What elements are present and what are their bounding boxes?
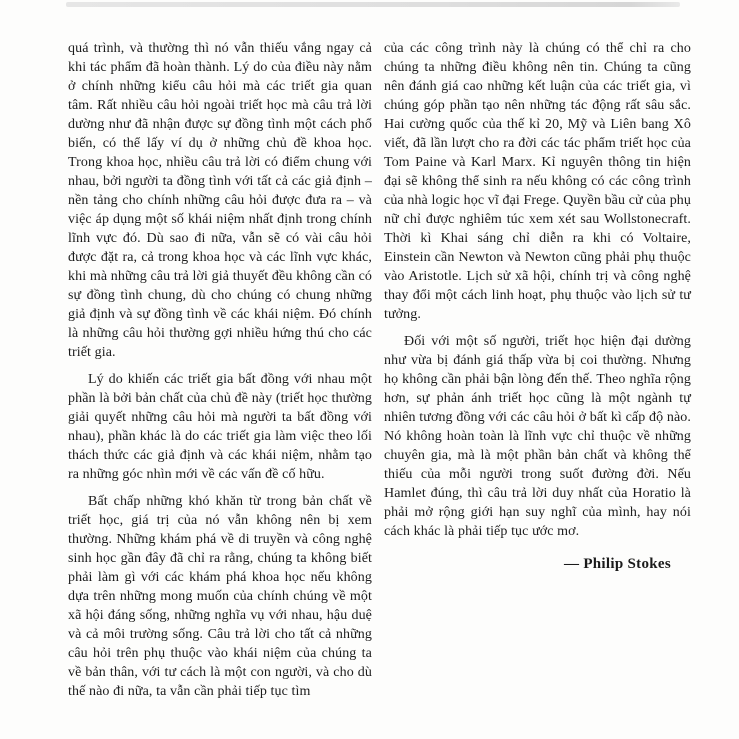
author-signature: — Philip Stokes xyxy=(563,556,671,572)
paragraph: Lý do khiến các triết gia bất đồng với nhau một phần là bởi bản chất của chủ đề này (triết học thường giải quyết những câu hỏi mà người ta bất đồng với nhau), phần khác là do các triết gia làm việc theo lối thách thức các giả định và các khái niệm, nhằm tạo ra những góc nhìn mới về các vấn đề cố hữu. xyxy=(68,372,372,482)
paragraph: của các công trình này là chúng có thể chỉ ra cho chúng ta những điều không nên tin. Chúng ta cũng nên đánh giá cao những kết luận của các triết gia, vì chúng góp phần tạo nên những tác động rất sâu sắc. Hai cường quốc của thế kỉ 20, Mỹ và Liên bang Xô viết, đã lần lượt cho ra đời các tác phẩm triết học của Tom Paine và Karl Marx. Kỉ nguyên thông tin hiện đại sẽ không thể sinh ra nếu không có các công trình của nhà logic học vĩ đại Frege. Quyền bầu cử của phụ nữ chỉ được nghiêm túc xem xét sau Wollstonecraft. Thời kì Khai sáng chỉ diễn ra khi có Voltaire, Einstein cần Newton và Newton cũng phải phụ thuộc vào Aristotle. Lịch sử xã hội, chính trị và công nghệ thay đổi một cách linh hoạt, phụ thuộc vào lịch sử tư tưởng. xyxy=(384,41,691,322)
page-top-edge xyxy=(66,2,680,7)
paragraph: Bất chấp những khó khăn từ trong bản chất về triết học, giá trị của nó vẫn không nên bị xem thường. Những khám phá về di truyền và công nghệ sinh học gần đây đã chỉ ra rằng, chúng ta không biết phải làm gì với các khám phá khoa học nếu không dựa trên những mong muốn của chính chúng về một xã hội đáng sống, những nghĩa vụ với nhau, hậu duệ và cả môi trường sống. Câu trả lời cho tất cả những câu hỏi trên phụ thuộc vào khái niệm của chúng ta về bản thân, với tư cách là một con người, và cho dù thế nào đi nữa, ta vẫn cần phải tiếp tục tìm xyxy=(68,494,372,699)
paragraph: quá trình, và thường thì nó vẫn thiếu vắng ngay cả khi tác phẩm đã hoàn thành. Lý do của điều này nằm ở chính những kiểu câu hỏi mà các triết gia quan tâm. Rất nhiều câu hỏi ngoài triết học mà câu trả lời dường như đã nhận được sự đồng tình một cách phổ biến, có thể lấy ví dụ ở những chủ đề khoa học. Trong khoa học, nhiều câu trả lời có điểm chung với nhau, bởi người ta đồng tình với tất cả các giả định – nền tảng cho chính những câu hỏi được đưa ra – và việc áp dụng một số khái niệm nhất định trong chính lĩnh vực đó. Dù sao đi nữa, vẫn sẽ có vài câu hỏi được đặt ra, cả trong khoa học và các lĩnh vực khác, khi mà những câu trả lời giả thuyết đều không cần có sự đồng tình chung, dù cho chúng có chung những giả định và sự đồng tình về các khái niệm. Đó chính là những câu hỏi thường gợi nhiều hứng thú cho các triết gia. xyxy=(68,41,372,360)
text-column-left xyxy=(68,39,372,739)
text-column-right xyxy=(384,39,691,574)
paragraph: Đối với một số người, triết học hiện đại dường như vừa bị đánh giá thấp vừa bị coi thường. Nhưng họ không cần phải bận lòng đến thế. Theo nghĩa rộng hơn, sự phản ánh triết học cũng là một ngành tự nhiên tương đồng với các câu hỏi ở bất kì cấp độ nào. Nó không hoàn toàn là lĩnh vực chỉ thuộc về những chuyên gia, mà là một phần bản chất và không thể thiếu của mỗi người trong suốt đường đời. Nếu Hamlet đúng, thì câu trả lời duy nhất của Horatio là phải mở rộng giới hạn suy nghĩ của mình, hay nói cách khác là phải tiếp tục ước mơ. xyxy=(384,334,691,539)
